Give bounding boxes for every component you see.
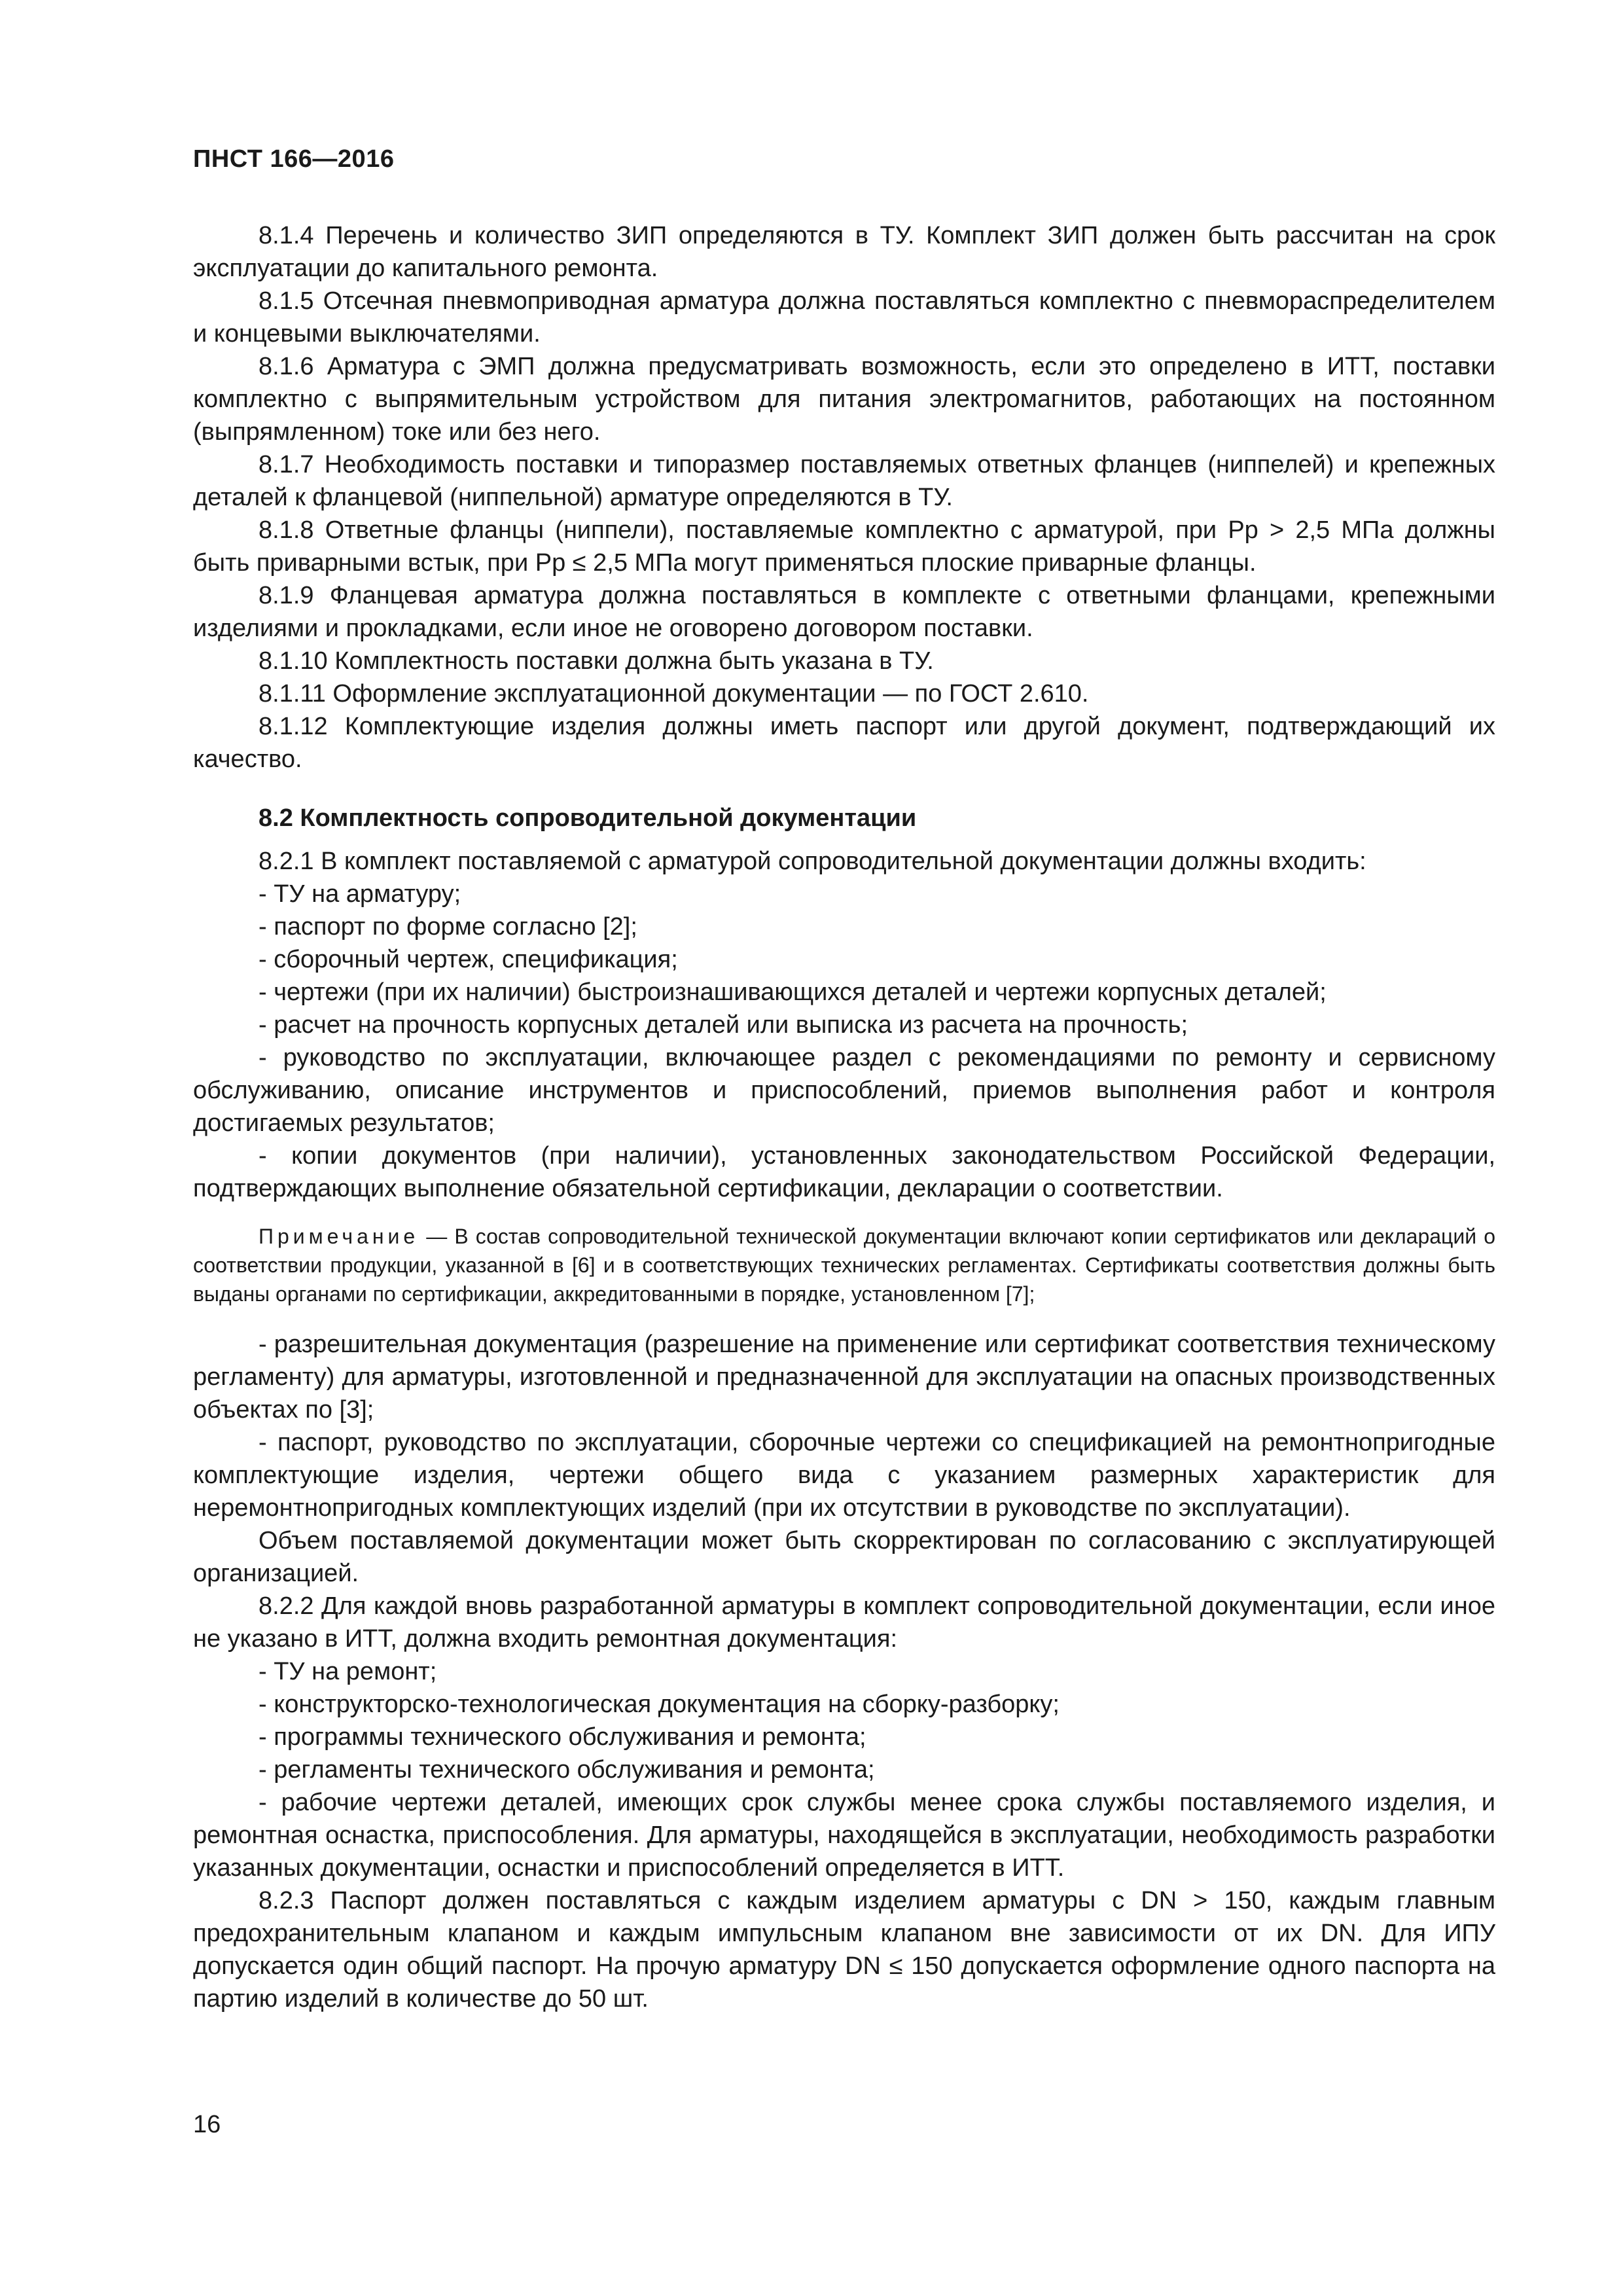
list-item: - руководство по эксплуатации, включающее раздел с рекомендациями по ремонту и сервисному обслуживанию, описание инструментов и приспособлений, приемов выполнения работ и контроля достигаемых результатов; <box>193 1044 1495 1137</box>
section-title: 8.2 Комплектность сопроводительной документации <box>259 804 917 832</box>
list-item: - ТУ на арматуру; <box>259 880 461 908</box>
note-block <box>193 1222 1495 1308</box>
paragraph-8-1-5: 8.1.5 Отсечная пневмоприводная арматура должна поставляться комплектно с пневмораспределителем и концевыми выключателями. <box>193 287 1495 348</box>
list-item: - чертежи (при их наличии) быстроизнашивающихся деталей и чертежи корпусных деталей; <box>259 978 1327 1006</box>
paragraph-8-1-8: 8.1.8 Ответные фланцы (ниппели), поставляемые комплектно с арматурой, при Рр > 2,5 МПа должны быть приварными встык, при Рр ≤ 2,5 МПа могут применяться плоские приварные фланцы. <box>193 516 1495 577</box>
list-item: - сборочный чертеж, спецификация; <box>259 946 678 973</box>
list-item: - регламенты технического обслуживания и ремонта; <box>259 1756 875 1784</box>
paragraph-8-1-4: 8.1.4 Перечень и количество ЗИП определяются в ТУ. Комплект ЗИП должен быть рассчитан на срок эксплуатации до капитального ремонта. <box>193 222 1495 282</box>
paragraph-8-2-2: 8.2.2 Для каждой вновь разработанной арматуры в комплект сопроводительной документации, если иное не указано в ИТТ, должна входить ремонтная документация: <box>193 1592 1495 1653</box>
list-item: - разрешительная документация (разрешение на применение или сертификат соответствия техническому регламенту) для арматуры, изготовленной и предназначенной для эксплуатации на опасных производственных объектах по [3]; <box>193 1331 1495 1424</box>
list-item: - рабочие чертежи деталей, имеющих срок службы менее срока службы поставляемого изделия, и ремонтная оснастка, приспособления. Для арматуры, находящейся в эксплуатации, необходимость разработки указанных документации, оснастки и приспособлений определяется в ИТТ. <box>193 1789 1495 1882</box>
paragraph-8-2-3: 8.2.3 Паспорт должен поставляться с каждым изделием арматуры с DN > 150, каждым главным предохранительным клапаном и каждым импульсным клапаном вне зависимости от их DN. Для ИПУ допускается один общий паспорт. На прочую арматуру DN ≤ 150 допускается оформление одного паспорта на партию изделий в количестве до 50 шт. <box>193 1887 1495 2013</box>
paragraph-8-1-6: 8.1.6 Арматура с ЭМП должна предусматривать возможность, если это определено в ИТТ, поставки комплектно с выпрямительным устройством для питания электромагнитов, работающих на постоянном (выпрямленном) токе или без него. <box>193 353 1495 446</box>
paragraph-scope: Объем поставляемой документации может быть скорректирован по согласованию с эксплуатирующей организацией. <box>193 1527 1495 1587</box>
paragraph-8-1-12: 8.1.12 Комплектующие изделия должны иметь паспорт или другой документ, подтверждающий их качество. <box>193 713 1495 773</box>
list-item: - ТУ на ремонт; <box>259 1658 437 1685</box>
list-item: - конструкторско-технологическая документация на сборку-разборку; <box>259 1691 1060 1718</box>
paragraph-8-2-1: 8.2.1 В комплект поставляемой с арматурой сопроводительной документации должны входить: <box>259 848 1366 875</box>
list-item: - паспорт по форме согласно [2]; <box>259 913 637 941</box>
paragraph-8-1-10: 8.1.10 Комплектность поставки должна быть указана в ТУ. <box>259 647 934 675</box>
list-item: - копии документов (при наличии), установленных законодательством Российской Федерации, подтверждающих выполнение обязательной сертификации, декларации о соответствии. <box>193 1142 1495 1202</box>
list-item: - расчет на прочность корпусных деталей или выписка из расчета на прочность; <box>259 1011 1188 1039</box>
page-number: 16 <box>193 2111 221 2138</box>
note-label: Примечание <box>259 1225 419 1248</box>
paragraph-8-1-7: 8.1.7 Необходимость поставки и типоразмер поставляемых ответных фланцев (ниппелей) и крепежных деталей к фланцевой (ниппельной) арматуре определяются в ТУ. <box>193 451 1495 511</box>
list-item: - программы технического обслуживания и ремонта; <box>259 1723 866 1751</box>
list-item: - паспорт, руководство по эксплуатации, сборочные чертежи со спецификацией на ремонтнопригодные комплектующие изделия, чертежи общего вида с указанием размерных характеристик для неремонтнопригодных комплектующих изделий (при их отсутствии в руководстве по эксплуатации). <box>193 1429 1495 1522</box>
paragraph-8-1-9: 8.1.9 Фланцевая арматура должна поставляться в комплекте с ответными фланцами, крепежными изделиями и прокладками, если иное не оговорено договором поставки. <box>193 582 1495 642</box>
document-header: ПНСТ 166—2016 <box>193 145 395 173</box>
paragraph-8-1-11: 8.1.11 Оформление эксплуатационной документации — по ГОСТ 2.610. <box>259 680 1089 708</box>
document-body <box>193 219 1495 2015</box>
note-text: — В состав сопроводительной технической документации включают копии сертификатов или деклараций о соответствии продукции, указанной в [6] и в соответствующих технических регламентах. Сертификаты соответствия должны быть выданы органами по сертификации, аккредитованными в порядке, установленном [7]; <box>193 1225 1495 1306</box>
